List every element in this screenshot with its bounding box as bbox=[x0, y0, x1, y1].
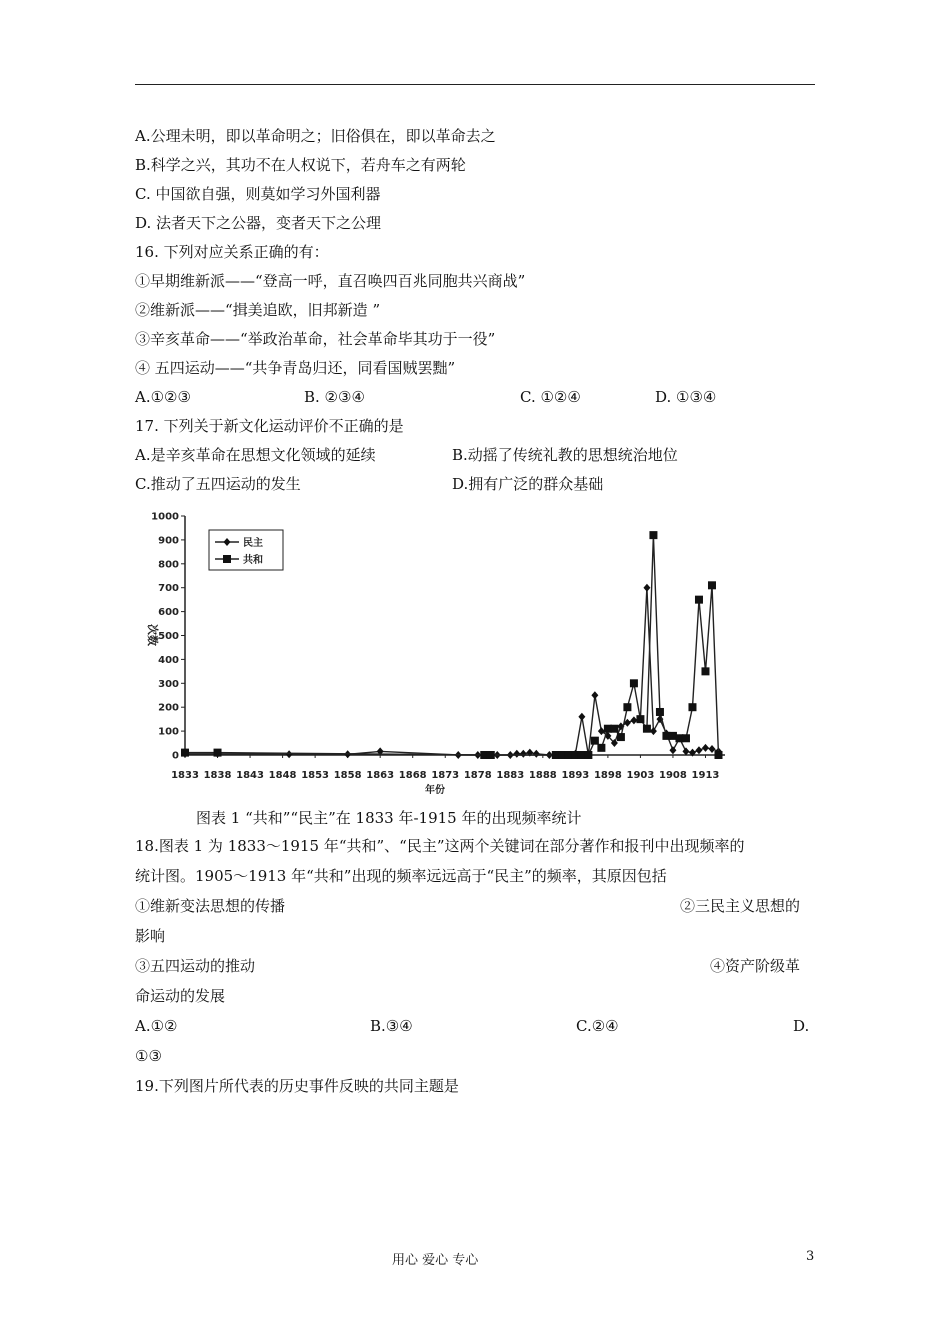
q16-item-4: ④ 五四运动——“共争青岛归还，同看国贼罢黜” bbox=[135, 359, 456, 377]
data-point bbox=[688, 703, 696, 711]
data-point bbox=[181, 749, 189, 757]
q17-option-a: A.是辛亥革命在思想文化领域的延续 bbox=[135, 446, 376, 464]
q15-option-b: B.科学之兴，其功不在人权说下，若舟车之有两轮 bbox=[135, 156, 466, 174]
q15-option-d: D. 法者天下之公器，变者天下之公理 bbox=[135, 214, 382, 232]
q16-option-d: D. ①③④ bbox=[655, 388, 717, 406]
q15-option-c: C. 中国欲自强，则莫如学习外国利器 bbox=[135, 185, 381, 203]
y-tick-label: 0 bbox=[172, 750, 179, 762]
q16-option-b: B. ②③④ bbox=[304, 388, 365, 406]
data-point bbox=[630, 679, 638, 687]
q16-item-2: ②维新派——“揖美追欧，旧邦新造 ” bbox=[135, 301, 381, 319]
data-point bbox=[591, 691, 598, 699]
q18-item-3: ③五四运动的推动 bbox=[135, 957, 256, 975]
x-tick-label: 1868 bbox=[398, 770, 427, 781]
x-tick-label: 1883 bbox=[496, 770, 525, 781]
x-tick-label: 1898 bbox=[593, 770, 622, 781]
x-axis-label: 年份 bbox=[425, 785, 445, 796]
y-axis-label: 次数 bbox=[146, 624, 159, 646]
q18-item-2: ②三民主义思想的 bbox=[680, 897, 801, 915]
data-point bbox=[487, 751, 495, 759]
x-tick-label: 1838 bbox=[203, 770, 232, 781]
data-point bbox=[702, 744, 709, 752]
data-point bbox=[533, 750, 540, 758]
data-point bbox=[578, 713, 585, 721]
series-line-minzhu bbox=[185, 588, 719, 755]
y-tick-label: 600 bbox=[158, 607, 179, 619]
data-point bbox=[669, 746, 676, 754]
q18-item-2-cont: 影响 bbox=[135, 927, 166, 945]
y-tick-label: 1000 bbox=[151, 511, 179, 523]
data-point bbox=[214, 749, 222, 757]
page-number: 3 bbox=[806, 1249, 815, 1264]
x-tick-label: 1848 bbox=[268, 770, 297, 781]
x-tick-label: 1913 bbox=[691, 770, 720, 781]
legend-marker bbox=[223, 555, 231, 563]
y-tick-label: 100 bbox=[158, 726, 179, 738]
q18-option-a: A.①② bbox=[135, 1017, 178, 1035]
q18-option-d: D. bbox=[793, 1017, 810, 1035]
footer-motto: 用心 爱心 专心 bbox=[392, 1253, 479, 1268]
x-tick-label: 1833 bbox=[171, 770, 199, 781]
q16-option-c: C. ①②④ bbox=[520, 388, 581, 406]
frequency-line-chart bbox=[135, 500, 735, 800]
q17-stem: 17. 下列关于新文化运动评价不正确的是 bbox=[135, 417, 404, 435]
data-point bbox=[649, 531, 657, 539]
q18-item-4: ④资产阶级革 bbox=[710, 957, 801, 975]
x-tick-label: 1858 bbox=[333, 770, 362, 781]
y-tick-label: 900 bbox=[158, 535, 179, 547]
q15-option-a: A.公理未明，即以革命明之；旧俗俱在，即以革命去之 bbox=[135, 127, 496, 145]
data-point bbox=[708, 581, 716, 589]
data-point bbox=[584, 751, 592, 759]
data-point bbox=[643, 584, 650, 592]
data-point bbox=[708, 745, 715, 753]
q18-option-b: B.③④ bbox=[370, 1017, 413, 1035]
header-rule bbox=[135, 84, 815, 85]
data-point bbox=[630, 716, 637, 724]
y-tick-label: 200 bbox=[158, 702, 179, 714]
x-tick-label: 1843 bbox=[236, 770, 264, 781]
q18-item-4-cont: 命运动的发展 bbox=[135, 987, 226, 1005]
data-point bbox=[682, 747, 689, 755]
q16-stem: 16. 下列对应关系正确的有： bbox=[135, 243, 329, 261]
q18-option-d-cont: ①③ bbox=[135, 1047, 162, 1065]
y-tick-label: 500 bbox=[158, 631, 179, 642]
data-point bbox=[695, 596, 703, 604]
x-tick-label: 1878 bbox=[463, 770, 492, 781]
x-tick-label: 1888 bbox=[528, 770, 557, 781]
q17-option-d: D.拥有广泛的群众基础 bbox=[452, 475, 604, 493]
chart-caption: 图表 1 “共和”“民主”在 1833 年-1915 年的出现频率统计 bbox=[196, 809, 582, 827]
data-point bbox=[513, 750, 520, 758]
y-tick-label: 800 bbox=[158, 559, 179, 571]
q16-item-1: ①早期维新派——“登高一呼，直召唤四百兆同胞共兴商战” bbox=[135, 272, 526, 290]
legend-label: 民主 bbox=[243, 538, 263, 549]
q18-item-1: ①维新变法思想的传播 bbox=[135, 897, 286, 915]
data-point bbox=[597, 744, 605, 752]
legend-label: 共和 bbox=[243, 555, 263, 566]
q17-option-b: B.动摇了传统礼教的思想统治地位 bbox=[452, 446, 678, 464]
data-point bbox=[623, 703, 631, 711]
x-tick-label: 1853 bbox=[301, 770, 330, 781]
x-tick-label: 1903 bbox=[626, 770, 655, 781]
y-tick-label: 400 bbox=[158, 654, 179, 666]
data-point bbox=[617, 733, 625, 741]
q19-stem: 19.下列图片所代表的历史事件反映的共同主题是 bbox=[135, 1077, 459, 1095]
data-point bbox=[598, 727, 605, 735]
data-point bbox=[656, 708, 664, 716]
q16-item-3: ③辛亥革命——“举政治革命，社会革命毕其功于一役” bbox=[135, 330, 496, 348]
q18-option-c: C.②④ bbox=[576, 1017, 619, 1035]
x-tick-label: 1893 bbox=[561, 770, 590, 781]
data-point bbox=[520, 750, 527, 758]
data-point bbox=[643, 725, 651, 733]
data-point bbox=[682, 734, 690, 742]
data-point bbox=[701, 667, 709, 675]
x-tick-label: 1908 bbox=[659, 770, 687, 781]
q18-stem-line-1: 18.图表 1 为 1833～1915 年“共和”、“民主”这两个关键词在部分著作和报刊中出现频率的 bbox=[135, 837, 745, 855]
data-point bbox=[714, 751, 722, 759]
data-point bbox=[695, 746, 702, 754]
q16-option-a: A.①②③ bbox=[135, 388, 191, 406]
q17-option-c: C.推动了五四运动的发生 bbox=[135, 475, 301, 493]
y-tick-label: 700 bbox=[158, 583, 179, 595]
y-tick-label: 300 bbox=[158, 678, 179, 690]
x-tick-label: 1873 bbox=[431, 770, 460, 781]
q18-stem-line-2: 统计图。1905～1913 年“共和”出现的频率远远高于“民主”的频率，其原因包括 bbox=[135, 867, 667, 885]
data-point bbox=[650, 727, 657, 735]
data-point bbox=[610, 725, 618, 733]
data-point bbox=[636, 715, 644, 723]
x-tick-label: 1863 bbox=[366, 770, 395, 781]
data-point bbox=[286, 750, 293, 758]
data-point bbox=[591, 737, 599, 745]
